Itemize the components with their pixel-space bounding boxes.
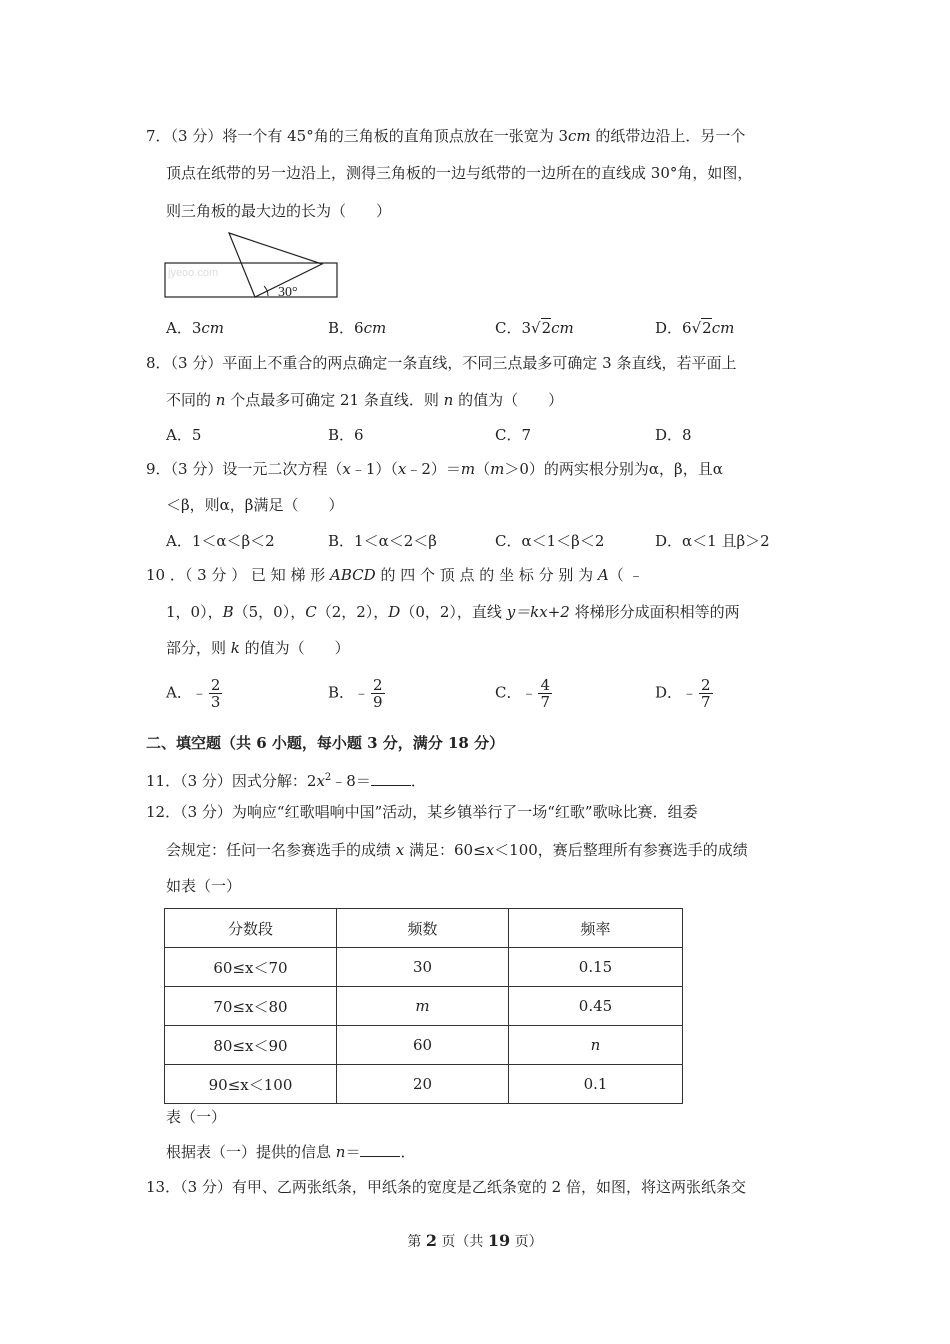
q7-figure	[160, 226, 350, 306]
q9-option-d[interactable]: D．α＜1 且β＞2	[655, 532, 770, 550]
q10-option-b[interactable]: B．﹣ $\frac{2}{9}$	[328, 676, 383, 711]
table-cell: 0.15	[509, 948, 683, 987]
table-header: 分数段	[165, 909, 337, 948]
table-caption: 表（一）	[166, 1108, 227, 1126]
q9-option-a[interactable]: A．1＜α＜β＜2	[166, 532, 275, 550]
q8-line1: 8．（3 分）平面上不重合的两点确定一条直线，不同三点最多可确定 3 条直线，若平面上	[146, 354, 737, 372]
q8-option-a[interactable]: A．5	[166, 426, 202, 444]
table-cell: 80≤x＜90	[165, 1026, 337, 1065]
q7-option-d[interactable]: D．6√2cm	[655, 319, 735, 337]
q7-line3: 则三角板的最大边的长为（ ）	[166, 202, 392, 220]
page-footer: 第 2 页（共 19 页）	[407, 1231, 543, 1250]
q9-line2: ＜β，则α，β满足（ ）	[166, 496, 344, 514]
angle-label: 30°	[278, 285, 298, 300]
q10-line1: 10 ．（ 3 分 ） 已 知 梯 形 ABCD 的 四 个 顶 点 的 坐 标 分 别 为 A（ ﹣	[146, 566, 644, 584]
q8-line2: 不同的 n 个点最多可确定 21 条直线．则 n 的值为（ ）	[166, 391, 564, 409]
table-cell: 0.1	[509, 1065, 683, 1104]
q9-option-c[interactable]: C．α＜1＜β＜2	[495, 532, 605, 550]
table-cell: n	[509, 1026, 683, 1065]
fraction: $\frac{2}{9}$	[373, 676, 383, 711]
score-table	[164, 908, 683, 1104]
table-row	[165, 987, 683, 1026]
q12-line2: 会规定：任问一名参赛选手的成绩 x 满足：60≤x＜100，赛后整理所有参赛选手的成绩	[166, 841, 748, 859]
table-cell: 70≤x＜80	[165, 987, 337, 1026]
triangle-board	[229, 233, 322, 297]
q7-option-c[interactable]: C．3√2cm	[495, 319, 574, 337]
answer-blank[interactable]	[360, 1142, 400, 1157]
q10-option-d[interactable]: D．﹣ $\frac{2}{7}$	[655, 676, 711, 711]
table-cell: 0.45	[509, 987, 683, 1026]
fraction: $\frac{4}{7}$	[540, 676, 551, 711]
section-title-fill-blank: 二、填空题（共 6 小题，每小题 3 分，满分 18 分）	[146, 734, 505, 752]
table-header: 频数	[337, 909, 509, 948]
q7-option-b[interactable]: B．6cm	[328, 319, 387, 337]
q13-line1: 13．（3 分）有甲、乙两张纸条，甲纸条的宽度是乙纸条宽的 2 倍，如图，将这两张纸条交	[146, 1178, 746, 1196]
answer-blank[interactable]	[371, 771, 411, 786]
table-cell: 60	[337, 1026, 509, 1065]
table-cell: 60≤x＜70	[165, 948, 337, 987]
table-cell: 90≤x＜100	[165, 1065, 337, 1104]
table-cell: 30	[337, 948, 509, 987]
fraction: $\frac{2}{7}$	[701, 676, 711, 711]
q10-line3: 部分，则 k 的值为（ ）	[166, 639, 350, 657]
q12-line3: 如表（一）	[166, 877, 242, 895]
fraction: $\frac{2}{3}$	[210, 676, 221, 711]
q7-line2: 顶点在纸带的另一边沿上，测得三角板的一边与纸带的一边所在的直线成 30°角，如图，	[166, 164, 753, 182]
q10-line2: 1，0），B（5，0），C（2，2），D（0，2），直线 y＝kx+2 将梯形分成面积相等的两	[166, 603, 740, 621]
table-row	[165, 1026, 683, 1065]
q8-option-d[interactable]: D．8	[655, 426, 692, 444]
watermark-text: jyeoo.com	[168, 267, 219, 279]
q7-option-a[interactable]: A．3cm	[166, 319, 225, 337]
q10-option-c[interactable]: C．﹣ $\frac{4}{7}$	[495, 676, 551, 711]
q9-line1: 9．（3 分）设一元二次方程（x﹣1）（x﹣2）＝m（m＞0）的两实根分别为α，β，且α	[146, 460, 723, 478]
q12-question: 根据表（一）提供的信息 n＝ ．	[166, 1143, 416, 1161]
q8-option-b[interactable]: B．6	[328, 426, 364, 444]
q12-line1: 12．（3 分）为响应“红歌唱响中国”活动，某乡镇举行了一场“红歌”歌咏比赛．组委	[146, 803, 698, 821]
q9-option-b[interactable]: B．1＜α＜2＜β	[328, 532, 437, 550]
q8-option-c[interactable]: C．7	[495, 426, 532, 444]
table-header-row	[165, 909, 683, 948]
q11-text: 11．（3 分）因式分解：$2x^2﹣8=$ ．	[146, 772, 426, 790]
table-row	[165, 1065, 683, 1104]
table-cell: 20	[337, 1065, 509, 1104]
table-cell: m	[337, 987, 509, 1026]
table-row	[165, 948, 683, 987]
q10-option-a[interactable]: A．﹣ $\frac{2}{3}$	[166, 676, 221, 711]
q7-line1: 7．（3 分）将一个有 45°角的三角板的直角顶点放在一张宽为 3cm 的纸带边沿上．另一个	[146, 127, 746, 145]
table-header: 频率	[509, 909, 683, 948]
